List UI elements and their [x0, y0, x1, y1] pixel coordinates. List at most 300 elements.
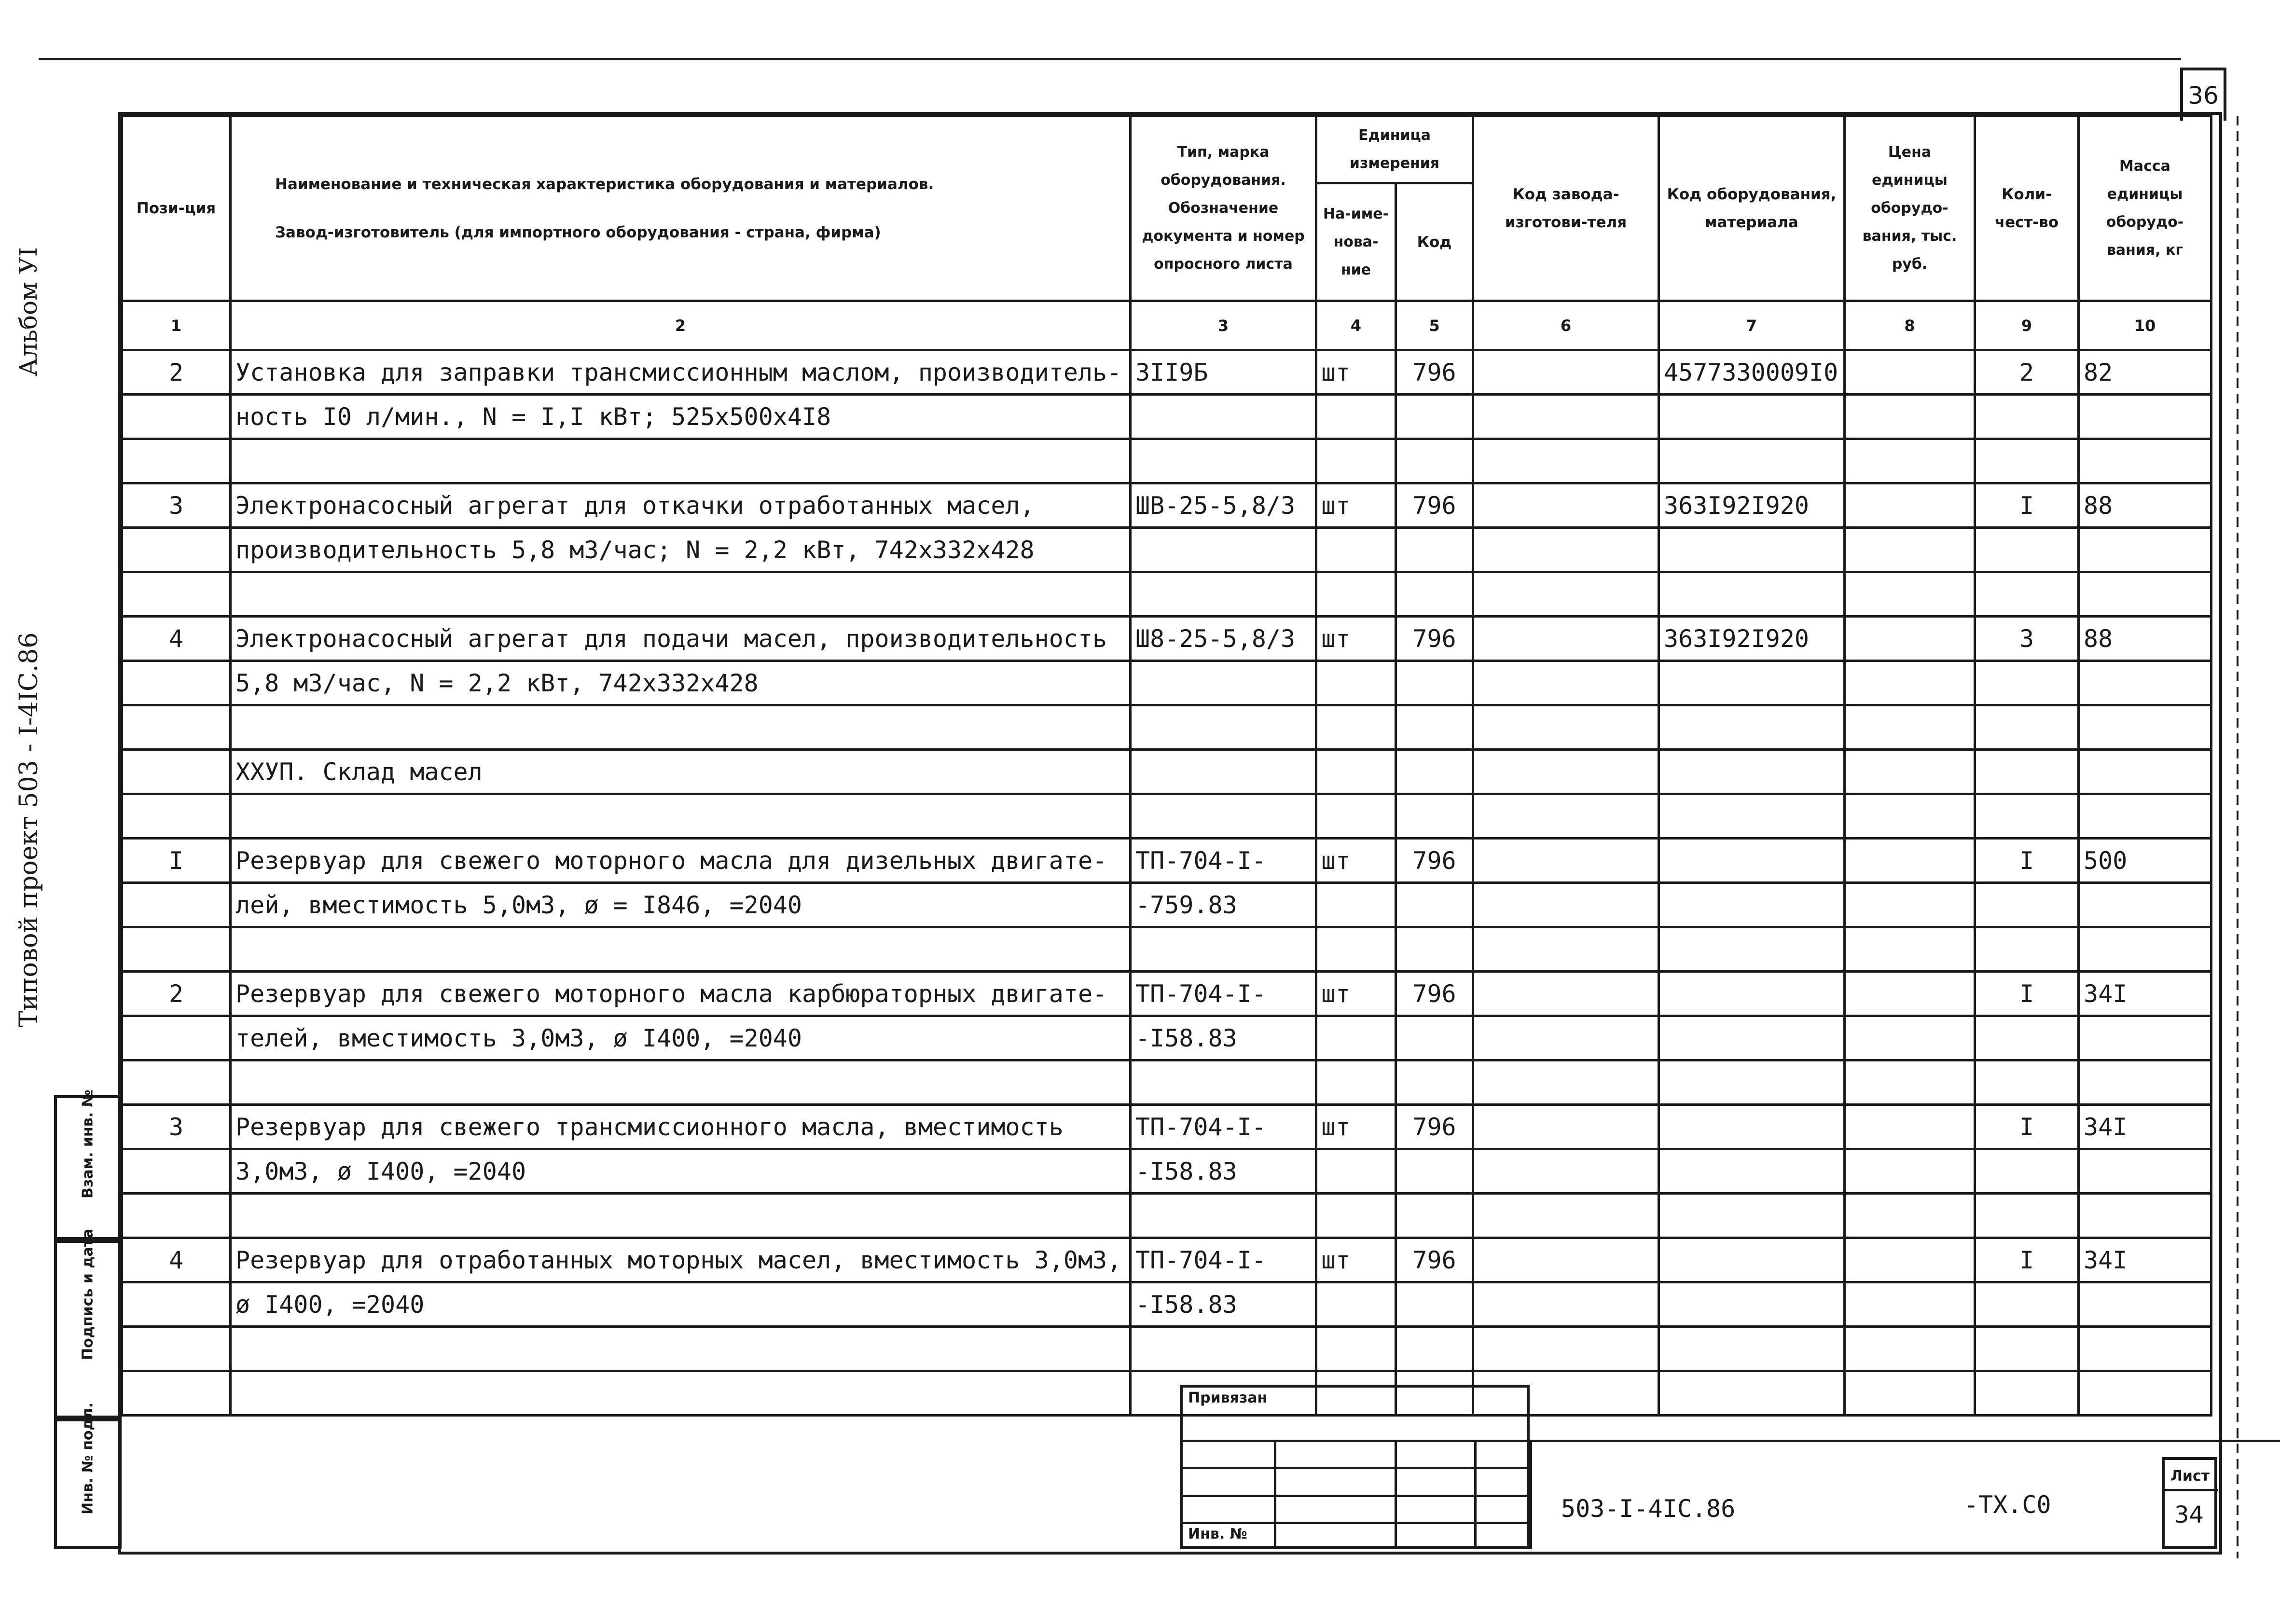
cell-equip [1659, 1238, 1845, 1282]
tb-line [2165, 1489, 2218, 1491]
cell-pos [122, 1194, 231, 1238]
specification-table [121, 114, 2212, 1417]
table-row [122, 483, 2211, 528]
col-number: 1 [122, 301, 231, 350]
table-row [122, 1149, 2211, 1194]
cell-type [1131, 750, 1316, 794]
cell-unit [1316, 1194, 1396, 1238]
cell-price [1845, 395, 1975, 439]
header-name [231, 116, 1131, 301]
cell-qty: I [1975, 839, 2079, 883]
cell-mass [2079, 794, 2211, 839]
cell-name [231, 927, 1131, 972]
cell-qty: I [1975, 483, 2079, 528]
cell-equip [1659, 528, 1845, 572]
cell-unit: шт [1316, 972, 1396, 1016]
cell-type [1131, 1194, 1316, 1238]
cell-name [231, 1327, 1131, 1371]
cell-factory [1473, 1105, 1659, 1149]
cell-price [1845, 794, 1975, 839]
cell-factory [1473, 750, 1659, 794]
table-row [122, 661, 2211, 705]
header-unit-name: На-име-нова-ние [1316, 183, 1396, 301]
cell-equip [1659, 1105, 1845, 1149]
cell-qty [1975, 883, 2079, 927]
cell-type: ТП-704-I- [1131, 972, 1316, 1016]
cell-mass [2079, 705, 2211, 750]
cell-code [1396, 883, 1473, 927]
cell-qty [1975, 439, 2079, 483]
stamp-original-inv-label: Инв. № подл. [79, 1402, 97, 1514]
cell-mass: 82 [2079, 350, 2211, 395]
table-row [122, 750, 2211, 794]
cell-unit: шт [1316, 483, 1396, 528]
cell-price [1845, 1327, 1975, 1371]
header-unit: Единица измерения [1316, 116, 1473, 183]
cell-type [1131, 927, 1316, 972]
cell-type: ТП-704-I- [1131, 839, 1316, 883]
stamp-replaced-inv-label: Взам. инв. № [79, 1089, 97, 1198]
cell-mass [2079, 528, 2211, 572]
cell-code: 796 [1396, 972, 1473, 1016]
cell-price [1845, 705, 1975, 750]
cell-unit: шт [1316, 839, 1396, 883]
cell-mass [2079, 439, 2211, 483]
cell-mass: 34I [2079, 1105, 2211, 1149]
cell-factory [1473, 350, 1659, 395]
stamp-signature-date [54, 1228, 122, 1418]
cell-price [1845, 1149, 1975, 1194]
tb-line [1180, 1440, 2280, 1442]
col-number: 8 [1845, 301, 1975, 350]
cell-equip [1659, 1371, 1845, 1416]
cell-equip [1659, 1060, 1845, 1105]
cell-mass [2079, 1194, 2211, 1238]
inv-label: Инв. № [1188, 1526, 1247, 1542]
cell-qty: I [1975, 972, 2079, 1016]
cell-pos [122, 883, 231, 927]
cell-mass: 88 [2079, 483, 2211, 528]
cell-name: ø I400, =2040 [231, 1282, 1131, 1327]
table-body [122, 350, 2211, 1416]
cell-name: 3,0м3, ø I400, =2040 [231, 1149, 1131, 1194]
table-row [122, 1238, 2211, 1282]
cell-unit [1316, 528, 1396, 572]
cell-price [1845, 927, 1975, 972]
cell-pos [122, 1149, 231, 1194]
cell-type [1131, 705, 1316, 750]
cell-factory [1473, 1016, 1659, 1060]
cell-qty [1975, 705, 2079, 750]
cell-factory [1473, 617, 1659, 661]
cell-name: Электронасосный агрегат для откачки отработанных масел, [231, 483, 1131, 528]
right-dashed-edge [2237, 116, 2239, 1558]
cell-name [231, 572, 1131, 617]
cell-equip [1659, 661, 1845, 705]
cell-qty [1975, 528, 2079, 572]
cell-mass [2079, 395, 2211, 439]
cell-factory [1473, 528, 1659, 572]
col-number: 2 [231, 301, 1131, 350]
cell-factory [1473, 794, 1659, 839]
cell-unit [1316, 395, 1396, 439]
project-label: Типовой проект 503 - I-4IС.86 [14, 632, 43, 1028]
cell-code: 796 [1396, 483, 1473, 528]
table-row [122, 350, 2211, 395]
cell-price [1845, 839, 1975, 883]
cell-type [1131, 572, 1316, 617]
cell-equip [1659, 1327, 1845, 1371]
cell-qty [1975, 1149, 2079, 1194]
cell-code [1396, 1282, 1473, 1327]
cell-price [1845, 1371, 1975, 1416]
cell-pos: 3 [122, 483, 231, 528]
cell-price [1845, 572, 1975, 617]
cell-name: ХХУП. Склад масел [231, 750, 1131, 794]
cell-pos: 2 [122, 350, 231, 395]
cell-unit: шт [1316, 1238, 1396, 1282]
cell-factory [1473, 839, 1659, 883]
cell-mass: 34I [2079, 972, 2211, 1016]
cell-equip [1659, 1194, 1845, 1238]
cell-code [1396, 750, 1473, 794]
cell-qty [1975, 1327, 2079, 1371]
cell-code [1396, 572, 1473, 617]
cell-code: 796 [1396, 1105, 1473, 1149]
cell-pos [122, 794, 231, 839]
sheet-number: 36 [2180, 68, 2226, 121]
top-rule [39, 58, 2181, 60]
cell-qty [1975, 1371, 2079, 1416]
cell-unit [1316, 1282, 1396, 1327]
cell-pos: 2 [122, 972, 231, 1016]
header-type: Тип, марка оборудования. Обозначение документа и номер опросного листа [1131, 116, 1316, 301]
cell-name: лей, вместимость 5,0м3, ø = I846, =2040 [231, 883, 1131, 927]
cell-type: -759.83 [1131, 883, 1316, 927]
stamp-signature-date-label: Подпись и дата [79, 1228, 97, 1360]
table-row [122, 1105, 2211, 1149]
cell-price [1845, 1105, 1975, 1149]
table-row [122, 1371, 2211, 1416]
col-number: 3 [1131, 301, 1316, 350]
cell-qty: 2 [1975, 350, 2079, 395]
cell-qty: I [1975, 1105, 2079, 1149]
table-row [122, 972, 2211, 1016]
cell-unit [1316, 1016, 1396, 1060]
cell-factory [1473, 661, 1659, 705]
cell-factory [1473, 572, 1659, 617]
cell-code [1396, 1016, 1473, 1060]
table-row [122, 572, 2211, 617]
cell-price [1845, 350, 1975, 395]
tb-line [1180, 1495, 1530, 1497]
cell-price [1845, 883, 1975, 927]
cell-factory [1473, 883, 1659, 927]
stamp-original-inv [54, 1402, 122, 1549]
cell-price [1845, 972, 1975, 1016]
cell-pos [122, 572, 231, 617]
cell-unit [1316, 927, 1396, 972]
table-row [122, 1194, 2211, 1238]
cell-type: -I58.83 [1131, 1282, 1316, 1327]
cell-name [231, 705, 1131, 750]
cell-qty [1975, 927, 2079, 972]
cell-unit [1316, 794, 1396, 839]
table-row [122, 1282, 2211, 1327]
cell-type [1131, 395, 1316, 439]
cell-qty [1975, 1194, 2079, 1238]
cell-name: производительность 5,8 м3/час; N = 2,2 кВт, 742х332х428 [231, 528, 1131, 572]
cell-mass [2079, 1371, 2211, 1416]
tb-line [1180, 1467, 1530, 1469]
table-row [122, 1327, 2211, 1371]
cell-price [1845, 661, 1975, 705]
cell-code [1396, 1194, 1473, 1238]
tb-line [1530, 1440, 1532, 1549]
cell-name: Электронасосный агрегат для подачи масел, производительность [231, 617, 1131, 661]
cell-equip [1659, 439, 1845, 483]
album-label: Альбом УI [14, 247, 42, 376]
cell-factory [1473, 395, 1659, 439]
cell-factory [1473, 972, 1659, 1016]
cell-unit [1316, 750, 1396, 794]
table-row [122, 1016, 2211, 1060]
cell-type: ШВ-25-5,8/3 [1131, 483, 1316, 528]
header-price: Цена единицы оборудо-вания, тыс. руб. [1845, 116, 1975, 301]
cell-pos: 4 [122, 617, 231, 661]
cell-factory [1473, 1238, 1659, 1282]
cell-factory [1473, 927, 1659, 972]
cell-code [1396, 794, 1473, 839]
list-number: 34 [2174, 1501, 2204, 1528]
table-row [122, 839, 2211, 883]
cell-unit [1316, 661, 1396, 705]
cell-pos [122, 661, 231, 705]
cell-code [1396, 528, 1473, 572]
cell-code [1396, 1149, 1473, 1194]
header-position: Пози-ция [122, 116, 231, 301]
cell-price [1845, 439, 1975, 483]
cell-unit [1316, 705, 1396, 750]
table-row [122, 883, 2211, 927]
cell-code [1396, 395, 1473, 439]
cell-type [1131, 1060, 1316, 1105]
cell-type [1131, 528, 1316, 572]
cell-price [1845, 528, 1975, 572]
cell-code: 796 [1396, 1238, 1473, 1282]
cell-unit [1316, 1327, 1396, 1371]
col-number: 9 [1975, 301, 2079, 350]
cell-equip [1659, 395, 1845, 439]
cell-code [1396, 927, 1473, 972]
cell-equip [1659, 839, 1845, 883]
cell-equip [1659, 1016, 1845, 1060]
cell-pos [122, 750, 231, 794]
cell-equip [1659, 1149, 1845, 1194]
cell-name [231, 794, 1131, 839]
cell-qty [1975, 572, 2079, 617]
cell-name: Установка для заправки трансмиссионным маслом, производитель- [231, 350, 1131, 395]
header-unit-code: Код [1396, 183, 1473, 301]
cell-factory [1473, 1194, 1659, 1238]
header-name-line2: Завод-изготовитель (для импортного оборудования - страна, фирма) [275, 223, 881, 241]
cell-pos [122, 927, 231, 972]
cell-code [1396, 1327, 1473, 1371]
cell-name: Резервуар для свежего трансмиссионного масла, вместимость [231, 1105, 1131, 1149]
cell-pos [122, 1016, 231, 1060]
cell-qty [1975, 750, 2079, 794]
cell-type [1131, 794, 1316, 839]
cell-price [1845, 1194, 1975, 1238]
cell-pos: I [122, 839, 231, 883]
list-box [2162, 1457, 2217, 1549]
cell-mass [2079, 1149, 2211, 1194]
cell-qty [1975, 661, 2079, 705]
col-number: 6 [1473, 301, 1659, 350]
cell-factory [1473, 1149, 1659, 1194]
col-number: 5 [1396, 301, 1473, 350]
list-label: Лист [2170, 1468, 2210, 1485]
cell-mass [2079, 1060, 2211, 1105]
col-number: 7 [1659, 301, 1845, 350]
cell-unit [1316, 439, 1396, 483]
cell-name [231, 1371, 1131, 1416]
cell-mass: 500 [2079, 839, 2211, 883]
document-suffix: -ТХ.С0 [1964, 1491, 2051, 1519]
tb-line [1180, 1522, 1530, 1524]
cell-equip: 4577330009I0 [1659, 350, 1845, 395]
col-number: 10 [2079, 301, 2211, 350]
table-row [122, 705, 2211, 750]
tb-line [1274, 1440, 1276, 1549]
bound-label: Привязан [1188, 1390, 1268, 1406]
document-code: 503-I-4IС.86 [1561, 1495, 1736, 1523]
header-name-line1: Наименование и техническая характеристика оборудования и материалов. [275, 175, 934, 193]
cell-equip [1659, 705, 1845, 750]
cell-mass [2079, 1016, 2211, 1060]
table-row [122, 927, 2211, 972]
table-row [122, 794, 2211, 839]
cell-pos [122, 395, 231, 439]
cell-code: 796 [1396, 350, 1473, 395]
cell-name: Резервуар для свежего моторного масла для дизельных двигате- [231, 839, 1131, 883]
cell-mass [2079, 1282, 2211, 1327]
cell-name [231, 1194, 1131, 1238]
cell-code [1396, 705, 1473, 750]
tb-line [1395, 1440, 1397, 1549]
cell-factory [1473, 1327, 1659, 1371]
cell-price [1845, 483, 1975, 528]
cell-pos [122, 705, 231, 750]
cell-price [1845, 750, 1975, 794]
cell-name: телей, вместимость 3,0м3, ø I400, =2040 [231, 1016, 1131, 1060]
cell-qty [1975, 1282, 2079, 1327]
cell-type: -I58.83 [1131, 1149, 1316, 1194]
table-row [122, 1060, 2211, 1105]
cell-mass [2079, 1327, 2211, 1371]
cell-code [1396, 439, 1473, 483]
cell-equip [1659, 794, 1845, 839]
cell-equip [1659, 1282, 1845, 1327]
cell-mass [2079, 750, 2211, 794]
cell-factory [1473, 439, 1659, 483]
cell-qty [1975, 1016, 2079, 1060]
cell-factory [1473, 1282, 1659, 1327]
cell-equip [1659, 750, 1845, 794]
cell-unit [1316, 883, 1396, 927]
col-number: 4 [1316, 301, 1396, 350]
cell-type: ТП-704-I- [1131, 1238, 1316, 1282]
cell-price [1845, 1238, 1975, 1282]
header-equipment-code: Код оборудования, материала [1659, 116, 1845, 301]
cell-pos [122, 1371, 231, 1416]
table-row [122, 395, 2211, 439]
cell-equip: 363I92I920 [1659, 483, 1845, 528]
cell-pos: 3 [122, 1105, 231, 1149]
cell-equip [1659, 883, 1845, 927]
cell-name: Резервуар для отработанных моторных масел, вместимость 3,0м3, [231, 1238, 1131, 1282]
cell-code [1396, 1060, 1473, 1105]
cell-code: 796 [1396, 617, 1473, 661]
cell-name: Резервуар для свежего моторного масла карбюраторных двигате- [231, 972, 1131, 1016]
cell-type [1131, 661, 1316, 705]
cell-qty [1975, 1060, 2079, 1105]
cell-pos [122, 528, 231, 572]
table-row [122, 439, 2211, 483]
cell-unit: шт [1316, 1105, 1396, 1149]
cell-factory [1473, 1060, 1659, 1105]
cell-pos [122, 1282, 231, 1327]
cell-unit [1316, 1060, 1396, 1105]
cell-type: 3II9Б [1131, 350, 1316, 395]
cell-name: 5,8 м3/час, N = 2,2 кВт, 742х332х428 [231, 661, 1131, 705]
cell-equip [1659, 572, 1845, 617]
cell-pos [122, 1060, 231, 1105]
cell-mass: 34I [2079, 1238, 2211, 1282]
cell-equip [1659, 927, 1845, 972]
cell-factory [1473, 483, 1659, 528]
cell-unit [1316, 1149, 1396, 1194]
cell-name: ность I0 л/мин., N = I,I кВт; 525х500х4I8 [231, 395, 1131, 439]
header-quantity: Коли-чест-во [1975, 116, 2079, 301]
cell-price [1845, 1016, 1975, 1060]
cell-name [231, 1060, 1131, 1105]
header-mass: Масса единицы оборудо-вания, кг [2079, 116, 2211, 301]
cell-qty: I [1975, 1238, 2079, 1282]
table-row [122, 528, 2211, 572]
cell-code: 796 [1396, 839, 1473, 883]
cell-equip [1659, 972, 1845, 1016]
cell-type: Ш8-25-5,8/3 [1131, 617, 1316, 661]
cell-pos [122, 439, 231, 483]
table-row [122, 617, 2211, 661]
cell-unit: шт [1316, 617, 1396, 661]
cell-mass [2079, 883, 2211, 927]
cell-price [1845, 1060, 1975, 1105]
cell-name [231, 439, 1131, 483]
cell-type [1131, 1327, 1316, 1371]
cell-equip: 363I92I920 [1659, 617, 1845, 661]
cell-mass [2079, 661, 2211, 705]
cell-price [1845, 1282, 1975, 1327]
cell-pos: 4 [122, 1238, 231, 1282]
cell-factory [1473, 705, 1659, 750]
cell-price [1845, 617, 1975, 661]
cell-qty [1975, 794, 2079, 839]
cell-mass: 88 [2079, 617, 2211, 661]
stamp-replaced-inv [54, 1089, 122, 1240]
cell-type: ТП-704-I- [1131, 1105, 1316, 1149]
